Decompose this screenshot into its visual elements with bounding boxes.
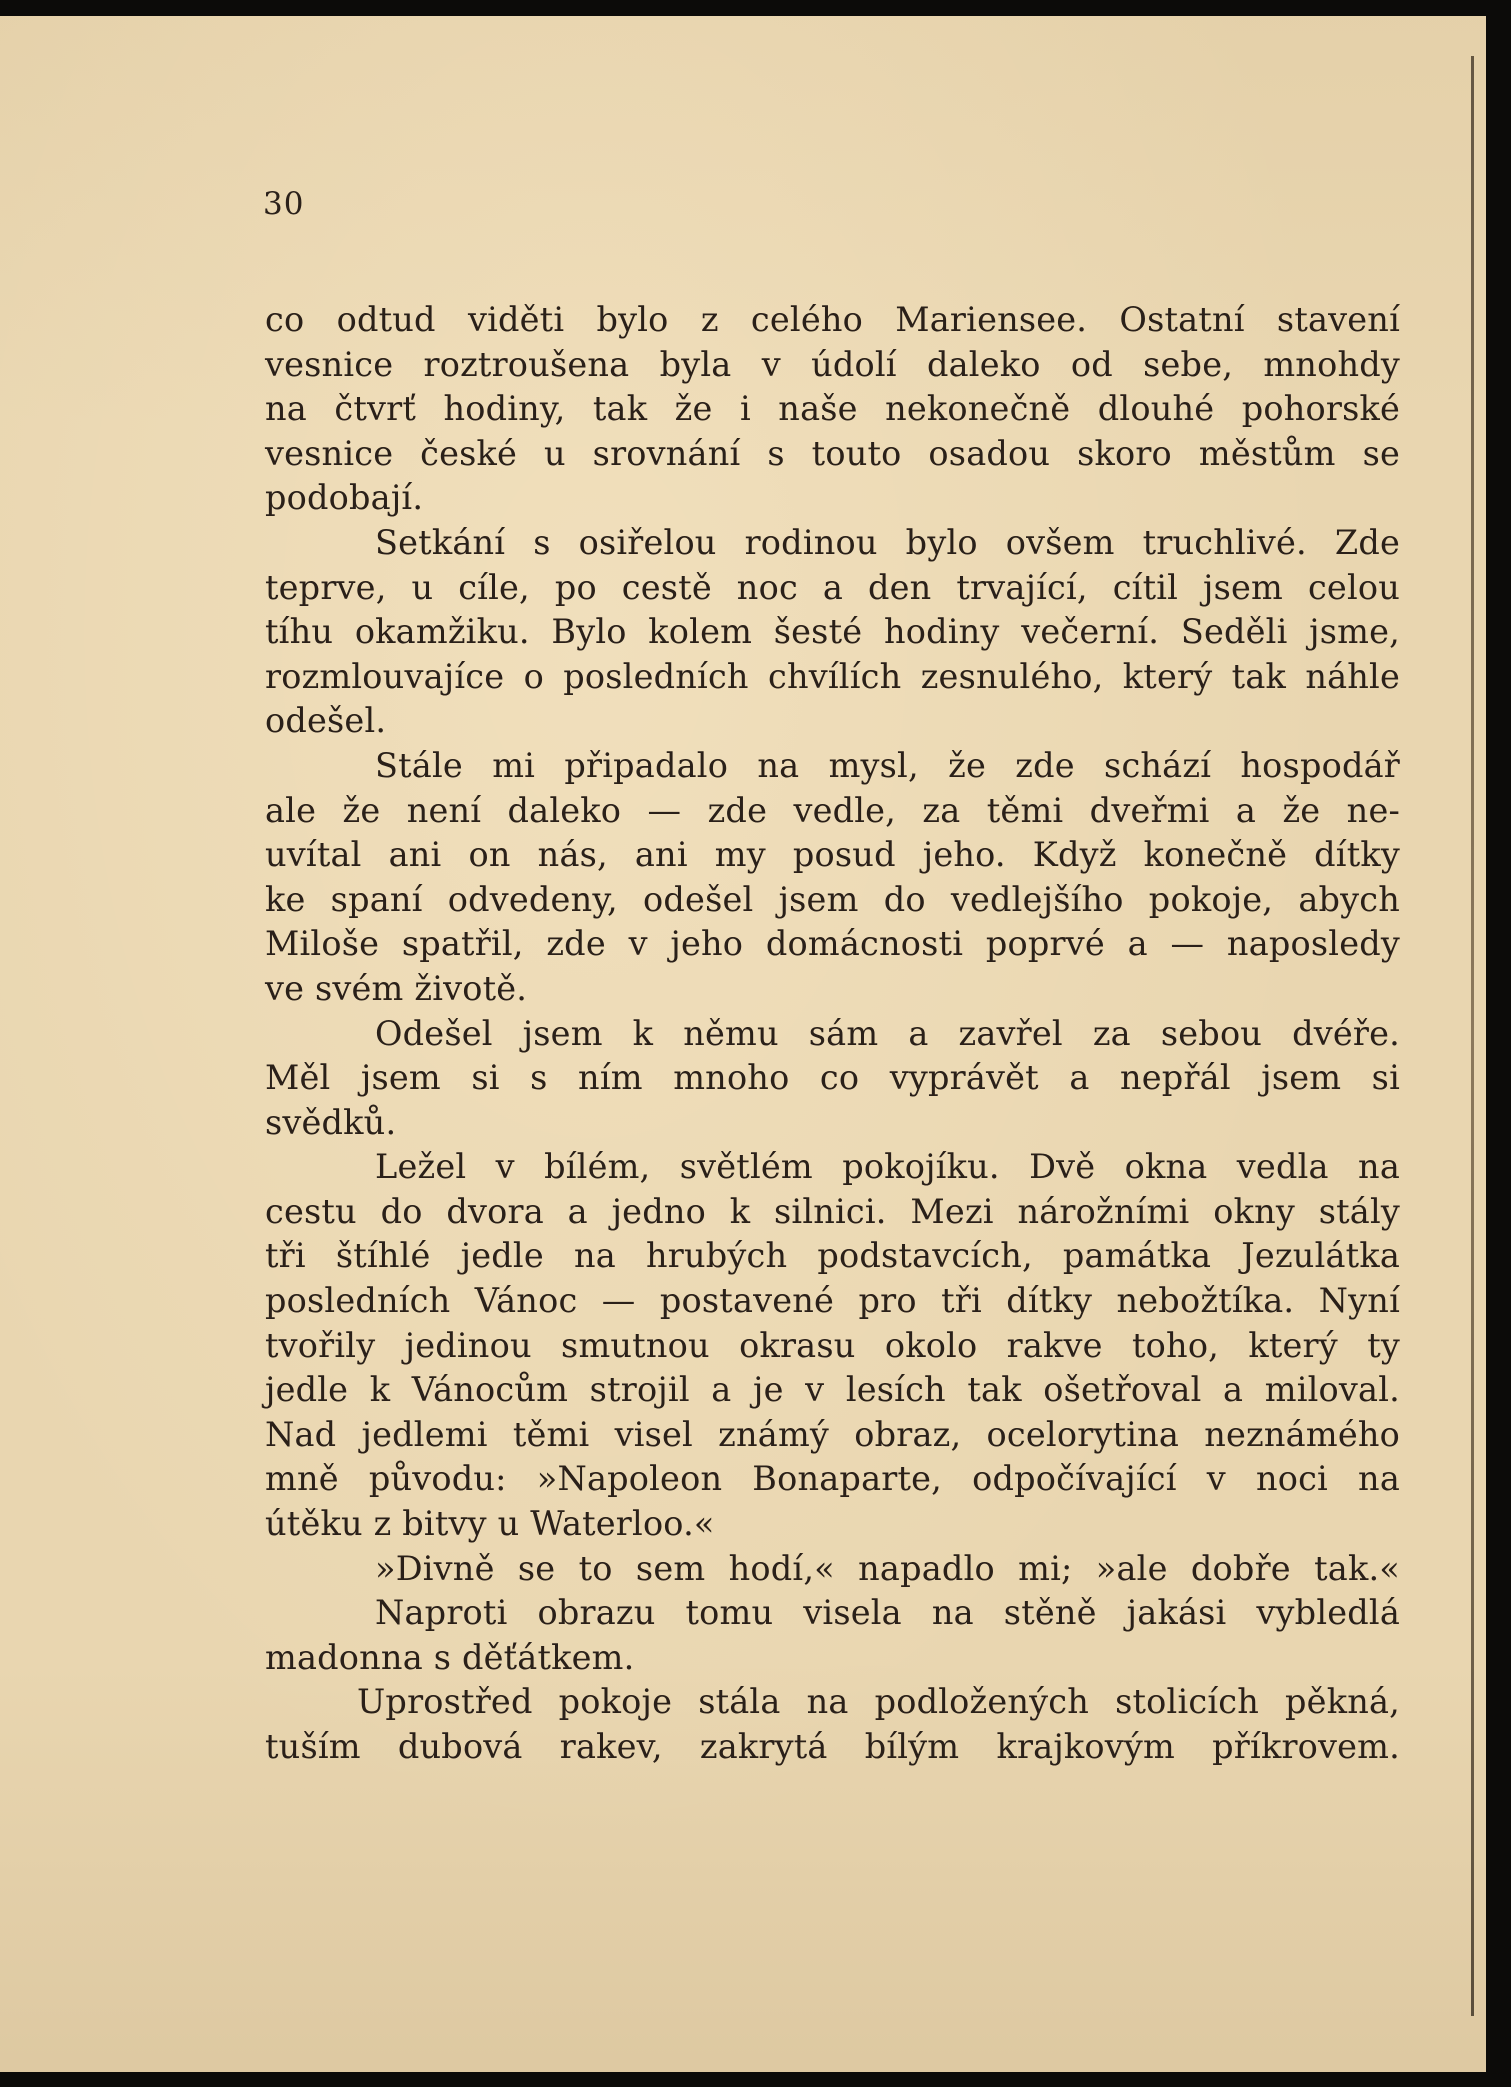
- text-line: »Divně se to sem hodí,« napadlo mi; »ale dobře tak.«: [375, 1548, 1400, 1588]
- text-line: tuším dubová rakev, zakrytá bílým krajkovým příkrovem.: [265, 1727, 1400, 1766]
- text-line: mně původu: »Napoleon Bonaparte, odpočívající v noci na: [265, 1459, 1400, 1499]
- text-line: podobají.: [265, 478, 424, 518]
- text-line: Uprostřed pokoje stála na podložených stolicích pěkná,: [357, 1682, 1400, 1722]
- text-line: tíhu okamžiku. Bylo kolem šesté hodiny večerní. Seděli jsme,: [265, 612, 1400, 652]
- text-line: Stále mi připadalo na mysl, že zde schází hospodář: [375, 745, 1400, 785]
- text-line: ke spaní odvedeny, odešel jsem do vedlejšího pokoje, abych: [265, 879, 1400, 919]
- text-line: ve svém životě.: [265, 968, 528, 1008]
- text-line: tvořily jedinou smutnou okrasu okolo rakve toho, který ty: [265, 1325, 1400, 1365]
- text-line: vesnice české u srovnání s touto osadou skoro městům se: [265, 433, 1400, 473]
- text-line: co odtud viděti bylo z celého Mariensee. Ostatní stavení: [265, 300, 1400, 339]
- text-line: útěku z bitvy u Waterloo.«: [265, 1504, 715, 1544]
- text-line: Nad jedlemi těmi visel známý obraz, ocelorytina neznámého: [265, 1414, 1400, 1454]
- text-line: ale že není daleko — zde vedle, za těmi dveřmi a že ne-: [265, 790, 1400, 830]
- text-line: vesnice roztroušena byla v údolí daleko od sebe, mnohdy: [265, 344, 1400, 384]
- text-line: Ležel v bílém, světlém pokojíku. Dvě okna vedla na: [375, 1147, 1400, 1187]
- text-line: cestu do dvora a jedno k silnici. Mezi nárožními okny stály: [265, 1191, 1400, 1231]
- text-line: Naproti obrazu tomu visela na stěně jakási vybledlá: [375, 1593, 1400, 1633]
- book-page: [0, 16, 1486, 2072]
- page-number: 30: [263, 186, 305, 222]
- body-text: [265, 298, 1400, 1770]
- text-line: Miloše spatřil, zde v jeho domácnosti poprvé a — naposledy: [265, 924, 1400, 964]
- text-line: na čtvrť hodiny, tak že i naše nekonečně dlouhé pohorské: [265, 389, 1400, 429]
- text-line: Měl jsem si s ním mnoho co vyprávět a nepřál jsem si: [265, 1058, 1400, 1098]
- text-line: Odešel jsem k němu sám a zavřel za sebou dvéře.: [375, 1013, 1400, 1053]
- page-edge-line: [1471, 56, 1474, 2016]
- text-line: odešel.: [265, 701, 387, 741]
- text-line: posledních Vánoc — postavené pro tři dítky nebožtíka. Nyní: [265, 1281, 1400, 1321]
- text-line: teprve, u cíle, po cestě noc a den trvající, cítil jsem celou: [265, 567, 1400, 607]
- text-line: uvítal ani on nás, ani my posud jeho. Když konečně dítky: [265, 835, 1400, 875]
- text-line: jedle k Vánocům strojil a je v lesích tak ošetřoval a miloval.: [265, 1370, 1400, 1410]
- text-line: rozmlouvajíce o posledních chvílích zesnulého, který tak náhle: [265, 656, 1400, 696]
- text-line: svědků.: [265, 1102, 397, 1142]
- text-line: tři štíhlé jedle na hrubých podstavcích, památka Jezulátka: [265, 1236, 1400, 1276]
- text-line: Setkání s osiřelou rodinou bylo ovšem truchlivé. Zde: [375, 522, 1400, 562]
- text-line: madonna s děťátkem.: [265, 1637, 635, 1677]
